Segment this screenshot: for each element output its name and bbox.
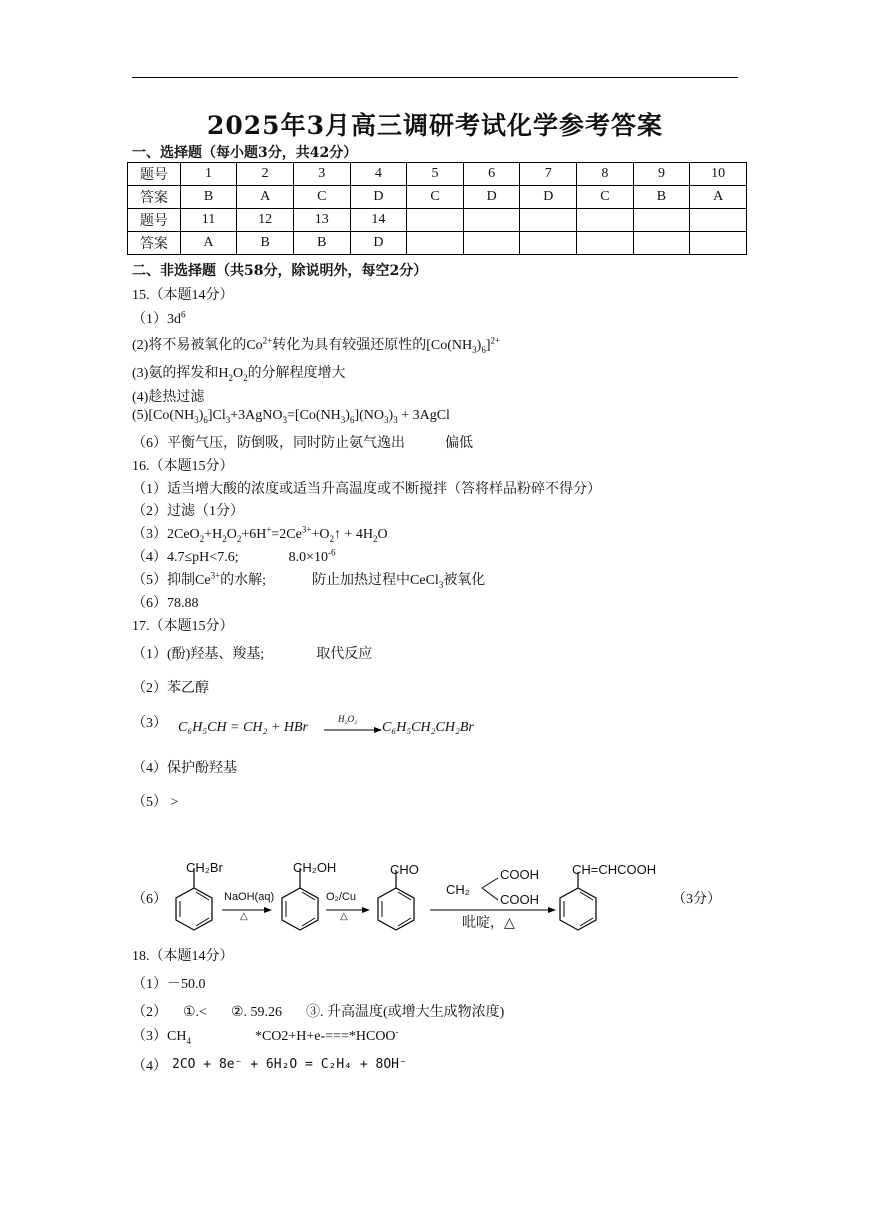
q18-answer-4-equation: 2CO + 8e⁻ + 6H₂O = C₂H₄ + 8OH⁻ (172, 1057, 407, 1072)
table-cell: D (350, 232, 407, 255)
table-cell (407, 232, 464, 255)
table-cell: 12 (237, 209, 294, 232)
table-cell: A (237, 186, 294, 209)
table-row (128, 232, 747, 255)
benzyl-bromide-label: CH₂Br (186, 860, 223, 875)
table-cell: 14 (350, 209, 407, 232)
q17-answer-3-label: （3） (132, 716, 167, 731)
step-1-heat: △ (240, 911, 248, 922)
table-cell (633, 209, 690, 232)
table-row (128, 186, 747, 209)
q17-answer-2: （2）苯乙醇 (132, 681, 209, 696)
q17-answer-4: （4）保护酚羟基 (132, 761, 237, 776)
q18-answer-2: （2） ①.< ②. 59.26 ③. 升高温度(或增大生成物浓度) (132, 1005, 505, 1020)
table-cell: 答案 (128, 186, 181, 209)
table-row (128, 163, 747, 186)
table-row (128, 209, 747, 232)
table-cell: D (350, 186, 407, 209)
table-cell: 11 (180, 209, 237, 232)
table-cell: 题号 (128, 209, 181, 232)
table-cell: 10 (690, 163, 747, 186)
q15-answer-3: (3)氨的挥发和$H_2O_2$的分解程度增大 (132, 366, 346, 383)
benzene-ring-icon (560, 872, 596, 930)
table-cell: B (633, 186, 690, 209)
step-2-reagent: O₂/Cu (326, 891, 356, 903)
table-cell (463, 232, 520, 255)
q15-answer-4: (4)趁热过滤 (132, 390, 205, 405)
q17-heading: 17.（本题15分） (132, 619, 234, 634)
section-1-heading: 一、选择题（每小题3分，共42分） (132, 145, 358, 161)
q18-answer-4-label: （4） (132, 1059, 167, 1074)
step-1-reagent: NaOH(aq) (224, 891, 275, 903)
table-cell (577, 209, 634, 232)
q15-answer-5: $(5)[Co(NH_3)_6]Cl_3+3AgNO_3=[Co(NH_3)_6](NO_3)_3$ + 3AgCl (132, 408, 450, 425)
q16-answer-6: （6）78.88 (132, 596, 199, 611)
malonic-cooh-bottom: COOH (500, 892, 539, 907)
step-2-heat: △ (340, 911, 348, 922)
table-cell: C (293, 186, 350, 209)
q17-equation-condition: H₂O₂ (338, 714, 358, 724)
benzaldehyde-label: CHO (390, 862, 419, 877)
reaction-arrow-icon (326, 907, 370, 913)
q16-answer-3: $(3)2CeO_2+H_2O_2+6H^+=2Ce^{3+}+O_2↑ + 4H_2O$ (132, 524, 388, 544)
q17-equation-lhs: C₆H₅CH = CH₂ + HBr (178, 720, 308, 735)
table-cell (520, 232, 577, 255)
table-cell: 6 (463, 163, 520, 186)
q17-equation-rhs: C₆H₅CH₂CH₂Br (382, 720, 474, 735)
q15-answer-1: $(1)3d^6$ (132, 309, 186, 327)
q18-heading: 18.（本题14分） (132, 949, 234, 964)
table-cell: B (180, 186, 237, 209)
table-cell (690, 209, 747, 232)
q16-answer-5: （5）抑制$Ce^{3+}$的水解; 防止加热过程中CeCl$_3$被氧化 (132, 570, 486, 590)
benzene-ring-icon (282, 868, 318, 930)
q15-heading: 15.（本题14分） (132, 288, 234, 303)
table-cell: D (520, 186, 577, 209)
step-3-conditions: 吡啶，△ (462, 916, 515, 931)
answer-table (127, 162, 747, 255)
table-cell: A (180, 232, 237, 255)
q16-answer-2: （2）过滤（1分） (132, 504, 244, 519)
table-cell: B (293, 232, 350, 255)
q17-answer-6-label: （6） (132, 892, 167, 907)
table-cell (407, 209, 464, 232)
q17-answer-5: （5） > (132, 795, 179, 810)
malonic-cooh-top: COOH (500, 867, 539, 882)
benzyl-alcohol-label: CH₂OH (293, 860, 337, 875)
benzene-ring-icon (378, 870, 414, 930)
q17-answer-6-score: （3分） (672, 892, 721, 907)
q16-answer-1: （1）适当增大酸的浓度或适当升高温度或不断搅拌（答将样品粉碎不得分） (132, 482, 601, 497)
table-cell: 8 (577, 163, 634, 186)
table-cell (690, 232, 747, 255)
reaction-arrow-icon (324, 726, 382, 734)
table-cell: D (463, 186, 520, 209)
table-cell: B (237, 232, 294, 255)
table-cell (633, 232, 690, 255)
q16-heading: 16.（本题15分） (132, 459, 234, 474)
table-cell (577, 232, 634, 255)
q16-answer-4: （4）4.7≤pH<7.6; $8.0\times 10^{-6}$ (132, 547, 336, 565)
q18-answer-1: （1）－50.0 (132, 977, 206, 992)
table-cell: 9 (633, 163, 690, 186)
table-cell: 1 (180, 163, 237, 186)
page-title: 2025年3月高三调研考试化学参考答案 (207, 111, 663, 140)
table-cell (463, 209, 520, 232)
q17-answer-1: （1）(酚)羟基、羧基; 取代反应 (132, 647, 373, 662)
section-2-heading: 二、非选择题（共58分，除说明外，每空2分） (132, 263, 428, 279)
table-cell: 3 (293, 163, 350, 186)
table-cell: 2 (237, 163, 294, 186)
q15-answer-6: （6）平衡气压，防倒吸，同时防止氨气逸出 偏低 (132, 436, 473, 451)
q15-answer-2: (2)将不易被氧化的$Co^{2+}$转化为具有较强还原性的$[Co(NH_3)_6]^{2+}$ (132, 335, 501, 355)
table-cell: 5 (407, 163, 464, 186)
table-cell: 13 (293, 209, 350, 232)
table-cell: 题号 (128, 163, 181, 186)
table-cell: 7 (520, 163, 577, 186)
table-cell: A (690, 186, 747, 209)
table-cell: 答案 (128, 232, 181, 255)
cinnamic-acid-label: CH=CHCOOH (572, 862, 657, 877)
table-cell: 4 (350, 163, 407, 186)
table-cell: C (407, 186, 464, 209)
q18-answer-3: $(3)CH_4$ *CO2+H+e-===*HCOO- (132, 1026, 399, 1046)
top-rule (132, 77, 738, 78)
table-cell (520, 209, 577, 232)
table-cell: C (577, 186, 634, 209)
benzene-ring-icon (176, 868, 212, 930)
malonic-ch2: CH₂ (446, 882, 470, 897)
